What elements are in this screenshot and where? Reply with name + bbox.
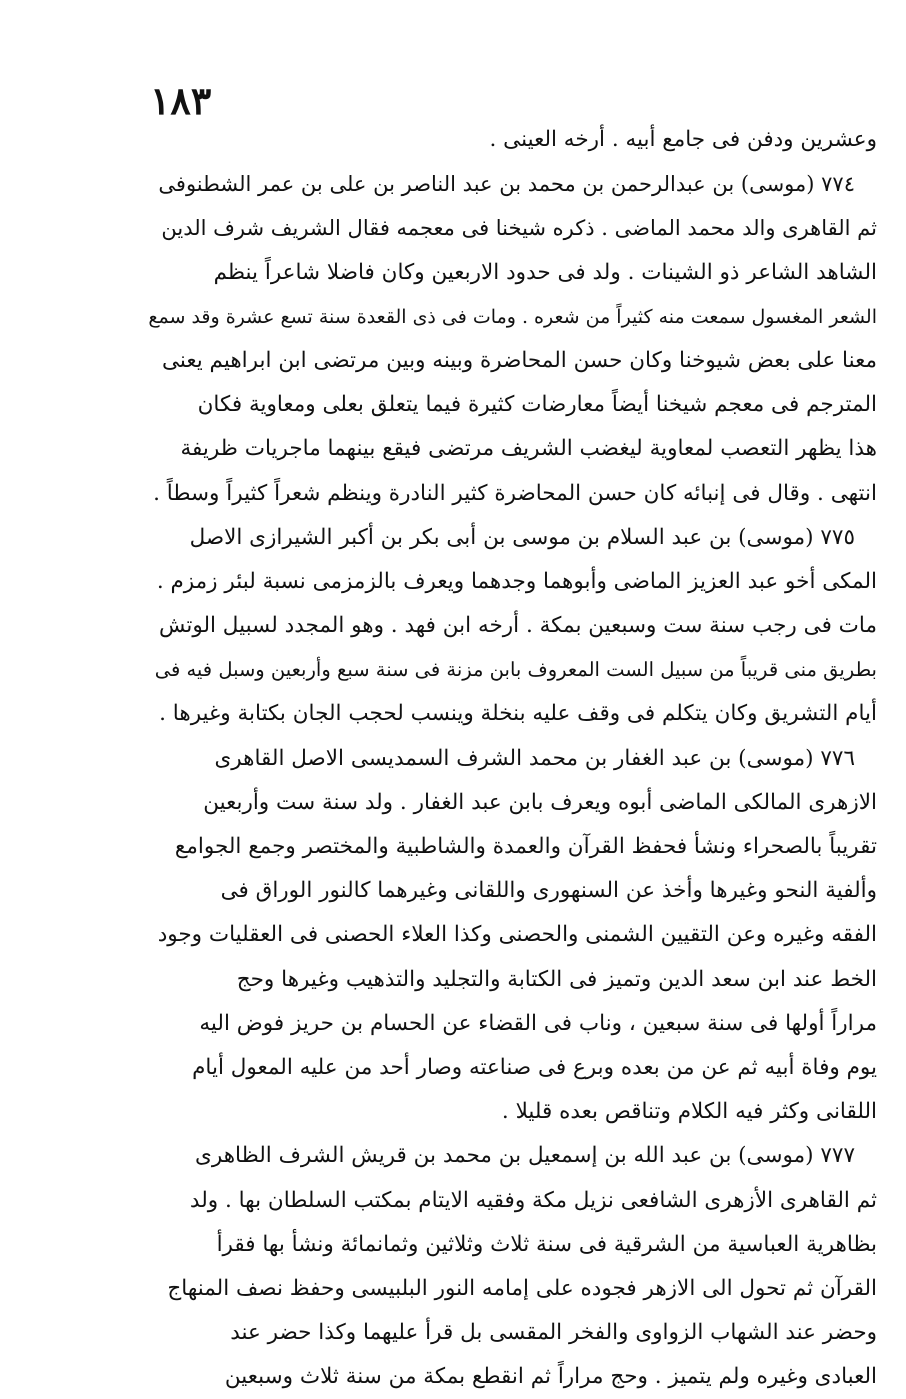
text-line: يوم وفاة أبيه ثم عن من بعده وبرع فى صناعته وصار أحد من عليه المعول أيام bbox=[192, 1054, 877, 1080]
text-line: بطريق منى قريباً من سبيل الست المعروف بابن مزنة فى سنة سبع وأربعين وسبل فيه فى bbox=[154, 658, 877, 682]
text-line: وألفية النحو وغيرها وأخذ عن السنهورى واللقانى وغيرهما كالنور الوراق فى bbox=[220, 878, 877, 904]
text-line: المكى أخو عبد العزيز الماضى وأبوهما وجدهما ويعرف بالزمزمى نسبة لبئر زمزم . bbox=[156, 568, 877, 594]
text-line: ثم القاهرى الأزهرى الشافعى نزيل مكة وفقيه الايتام بمكتب السلطان بها . ولد bbox=[189, 1187, 877, 1213]
text-line: ثم القاهرى والد محمد الماضى . ذكره شيخنا فى معجمه فقال الشريف شرف الدين bbox=[161, 216, 877, 241]
text-line: المترجم فى معجم شيخنا أيضاً معارضات كثيرة فيما يتعلق بعلى ومعاوية فكان bbox=[197, 392, 877, 418]
text-line: معنا على بعض شيوخنا وكان حسن المحاضرة وبينه وبين مرتضى ابن ابراهيم يعنى bbox=[161, 347, 877, 373]
entry-776-heading-line: ٧٧٦ (موسى) بن عبد الغفار بن محمد الشرف السمديسى الاصل القاهرى bbox=[214, 745, 855, 771]
entry-774-heading-line: ٧٧٤ (موسى) بن عبدالرحمن بن محمد بن عبد الناصر بن على بن عمر الشطنوفى bbox=[158, 172, 855, 197]
page-number: ١٨٣ bbox=[150, 78, 212, 123]
text-line: الفقه وغيره وعن التقيين الشمنى والحصنى وكذا العلاء الحصنى فى العقليات وجود bbox=[157, 922, 877, 948]
text-line: تقريباً بالصحراء ونشأ فحفظ القرآن والعمدة والشاطبية والمختصر وجمع الجوامع bbox=[174, 834, 877, 859]
biography-text bbox=[145, 118, 877, 1399]
entry-777-heading-line: ٧٧٧ (موسى) بن عبد الله بن إسمعيل بن محمد بن قريش الشرف الظاهرى bbox=[195, 1143, 855, 1169]
text-line: مات فى رجب سنة ست وسبعين بمكة . أرخه ابن فهد . وهو المجدد لسبيل الوتش bbox=[158, 613, 877, 639]
text-line: اللقانى وكثر فيه الكلام وتناقص بعده قليلا . bbox=[501, 1099, 877, 1125]
text-line: العبادى وغيره ولم يتميز . وحج مراراً ثم انقطع بمكة من سنة ثلاث وسبعين bbox=[224, 1364, 877, 1390]
text-line: القرآن ثم تحول الى الازهر فجوده على إمامه النور البلبيسى وحفظ نصف المنهاج bbox=[167, 1275, 877, 1301]
text-line: الخط عند ابن سعد الدين وتميز فى الكتابة والتجليد والتذهيب وغيرها وحج bbox=[236, 966, 877, 992]
text-line: وحضر عند الشهاب الزواوى والفخر المقسى بل قرأ عليهما وكذا حضر عند bbox=[230, 1320, 877, 1346]
text-line: الشاهد الشاعر ذو الشينات . ولد فى حدود الاربعين وكان فاضلا شاعراً ينظم bbox=[213, 259, 877, 285]
text-line: انتهى . وقال فى إنبائه كان حسن المحاضرة كثير النادرة وينظم شعراً كثيراً وسطاً . bbox=[153, 480, 877, 506]
text-line: أيام التشريق وكان يتكلم فى وقف عليه بنخلة وينسب لحجب الجان بكتابة وغيرها . bbox=[159, 701, 877, 727]
text-line: بظاهرية العباسية من الشرقية فى سنة ثلاث وثلاثين وثمانمائة ونشأ بها فقرأ bbox=[216, 1231, 877, 1257]
text-line: مراراً أولها فى سنة سبعين ، وناب فى القضاء عن الحسام بن حريز فوض اليه bbox=[199, 1010, 877, 1036]
text-line: وعشرين ودفن فى جامع أبيه . أرخه العينى . bbox=[489, 127, 877, 152]
entry-775-heading-line: ٧٧٥ (موسى) بن عبد السلام بن موسى بن أبى بكر بن أكبر الشيرازى الاصل bbox=[189, 524, 855, 550]
text-line: الشعر المغسول سمعت منه كثيراً من شعره . ومات فى ذى القعدة سنة تسع عشرة وقد سمع bbox=[148, 305, 877, 328]
text-line: هذا يظهر التعصب لمعاوية ليغضب الشريف مرتضى فيقع بينهما ماجريات ظريفة bbox=[180, 436, 877, 462]
text-line: الازهرى المالكى الماضى أبوه ويعرف بابن عبد الغفار . ولد سنة ست وأربعين bbox=[203, 789, 877, 815]
